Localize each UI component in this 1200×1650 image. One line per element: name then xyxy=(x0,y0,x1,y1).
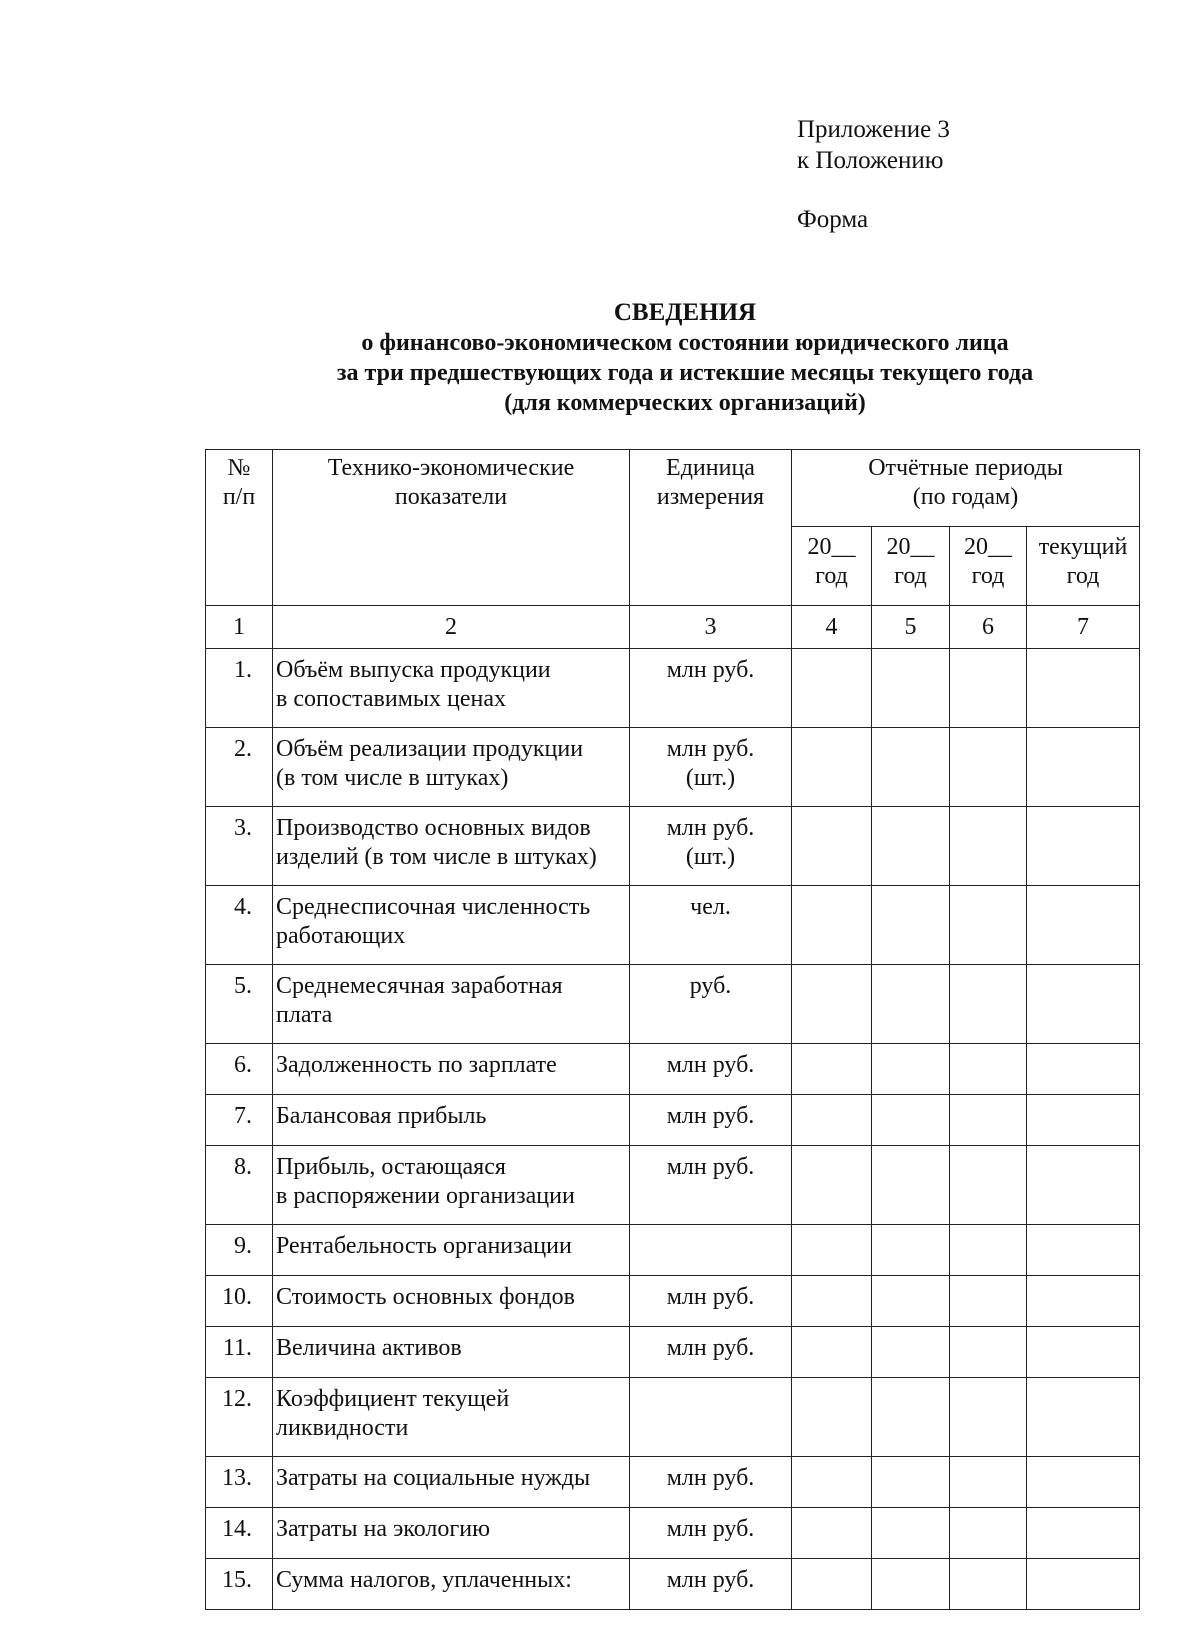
period-value-cell[interactable] xyxy=(792,1378,872,1457)
period-value-cell[interactable] xyxy=(872,1457,950,1508)
header-year-current-label: год xyxy=(1066,563,1100,589)
indicator-name xyxy=(273,1044,630,1095)
period-value-cell[interactable] xyxy=(792,1276,872,1327)
period-value-cell[interactable] xyxy=(950,728,1027,807)
header-indicators-line-2: показатели xyxy=(394,484,508,510)
header-periods-line-2: (по годам) xyxy=(912,484,1019,510)
unit-of-measure xyxy=(630,1225,792,1276)
period-value-cell[interactable] xyxy=(1027,1508,1140,1559)
title-line-3: (для коммерческих организаций) xyxy=(504,390,866,416)
period-value-cell[interactable] xyxy=(872,1378,950,1457)
indicator-name-line1: Объём выпуска продукции xyxy=(276,657,551,683)
indicator-name xyxy=(273,1457,630,1508)
unit-unit1: руб. xyxy=(689,973,732,999)
row-number: 10. xyxy=(206,1276,273,1327)
period-value-cell[interactable] xyxy=(950,1225,1027,1276)
header-year-1-label: год xyxy=(815,563,848,589)
unit-unit1: млн руб. xyxy=(666,1103,755,1129)
title-main: СВЕДЕНИЯ xyxy=(613,299,757,326)
period-value-cell[interactable] xyxy=(1027,1225,1140,1276)
period-value-cell[interactable] xyxy=(872,1559,950,1610)
period-value-cell[interactable] xyxy=(1027,728,1140,807)
indicator-name-line1: Объём реализации продукции xyxy=(276,736,584,762)
row-number: 9. xyxy=(206,1225,273,1276)
column-number: 1 xyxy=(206,606,273,649)
indicator-name-line1: Прибыль, остающаяся xyxy=(276,1154,506,1180)
indicator-name-line1: Коэффициент текущей xyxy=(276,1386,510,1412)
row-number: 5. xyxy=(206,965,273,1044)
indicator-name-line1: Производство основных видов xyxy=(276,815,591,841)
period-value-cell[interactable] xyxy=(1027,1146,1140,1225)
period-value-cell[interactable] xyxy=(872,728,950,807)
indicator-name-line2: (в том числе в штуках) xyxy=(276,765,509,791)
row-number: 11. xyxy=(206,1327,273,1378)
table-row xyxy=(206,1378,1140,1457)
unit-unit1: млн руб. xyxy=(666,1567,755,1593)
column-number: 3 xyxy=(630,606,792,649)
header-indicators xyxy=(273,450,630,606)
unit-of-measure xyxy=(630,886,792,965)
period-value-cell[interactable] xyxy=(792,728,872,807)
period-value-cell[interactable] xyxy=(950,1559,1027,1610)
period-value-cell[interactable] xyxy=(950,1508,1027,1559)
period-value-cell[interactable] xyxy=(872,1327,950,1378)
indicator-name-line1: Задолженность по зарплате xyxy=(276,1052,557,1078)
unit-unit1: млн руб. xyxy=(666,1284,755,1310)
header-year-current xyxy=(1027,527,1140,606)
unit-of-measure xyxy=(630,1095,792,1146)
row-number: 15. xyxy=(206,1559,273,1610)
period-value-cell[interactable] xyxy=(792,1095,872,1146)
period-value-cell[interactable] xyxy=(792,1225,872,1276)
indicator-name xyxy=(273,1146,630,1225)
period-value-cell[interactable] xyxy=(872,1146,950,1225)
period-value-cell[interactable] xyxy=(1027,965,1140,1044)
column-number: 6 xyxy=(950,606,1027,649)
title-line-2: за три предшествующих года и истекшие месяцы текущего года xyxy=(336,360,1034,386)
period-value-cell[interactable] xyxy=(872,1276,950,1327)
row-number: 2. xyxy=(206,728,273,807)
period-value-cell[interactable] xyxy=(1027,1327,1140,1378)
header-periods-line-1: Отчётные периоды xyxy=(868,455,1063,481)
indicator-name xyxy=(273,1225,630,1276)
unit-of-measure xyxy=(630,1378,792,1457)
column-number: 4 xyxy=(792,606,872,649)
period-value-cell[interactable] xyxy=(792,1044,872,1095)
period-value-cell[interactable] xyxy=(792,649,872,728)
appendix-title: Приложение 3 xyxy=(797,116,950,143)
table-row xyxy=(206,1146,1140,1225)
column-numbers-row xyxy=(206,606,1140,649)
period-value-cell[interactable] xyxy=(872,965,950,1044)
header-year-2 xyxy=(872,527,950,606)
table-row xyxy=(206,1327,1140,1378)
period-value-cell[interactable] xyxy=(872,886,950,965)
table-row xyxy=(206,728,1140,807)
unit-unit1: чел. xyxy=(690,894,731,920)
indicator-name-line1: Балансовая прибыль xyxy=(276,1103,487,1129)
indicator-name xyxy=(273,1378,630,1457)
period-value-cell[interactable] xyxy=(1027,1276,1140,1327)
header-year-3-label: год xyxy=(971,563,1005,589)
appendix-block xyxy=(797,114,950,235)
table-row xyxy=(206,649,1140,728)
unit-of-measure xyxy=(630,649,792,728)
period-value-cell[interactable] xyxy=(872,1225,950,1276)
period-value-cell[interactable] xyxy=(950,1378,1027,1457)
row-number: 3. xyxy=(206,807,273,886)
indicator-name xyxy=(273,1327,630,1378)
table-row xyxy=(206,1508,1140,1559)
row-number: 7. xyxy=(206,1095,273,1146)
period-value-cell[interactable] xyxy=(1027,886,1140,965)
indicator-name xyxy=(273,728,630,807)
column-number: 2 xyxy=(273,606,630,649)
header-year-2-label: год xyxy=(894,563,927,589)
period-value-cell[interactable] xyxy=(950,1327,1027,1378)
indicator-name-line1: Затраты на экологию xyxy=(276,1516,490,1542)
period-value-cell[interactable] xyxy=(792,886,872,965)
unit-of-measure xyxy=(630,1276,792,1327)
period-value-cell[interactable] xyxy=(792,1146,872,1225)
table-row xyxy=(206,1457,1140,1508)
header-year-1 xyxy=(792,527,872,606)
document-title xyxy=(240,298,1130,418)
unit-unit1: млн руб. xyxy=(666,657,755,683)
table-row xyxy=(206,1044,1140,1095)
row-number: 6. xyxy=(206,1044,273,1095)
unit-of-measure xyxy=(630,965,792,1044)
row-number: 8. xyxy=(206,1146,273,1225)
period-value-cell[interactable] xyxy=(1027,1378,1140,1457)
period-value-cell[interactable] xyxy=(950,965,1027,1044)
period-value-cell[interactable] xyxy=(950,886,1027,965)
header-year-3 xyxy=(950,527,1027,606)
header-periods xyxy=(792,450,1140,527)
period-value-cell[interactable] xyxy=(792,1327,872,1378)
unit-of-measure xyxy=(630,1559,792,1610)
table-row xyxy=(206,1559,1140,1610)
unit-unit1: млн руб. xyxy=(666,1052,755,1078)
period-value-cell[interactable] xyxy=(1027,1044,1140,1095)
period-value-cell[interactable] xyxy=(872,1095,950,1146)
indicator-name xyxy=(273,649,630,728)
indicator-name xyxy=(273,1276,630,1327)
period-value-cell[interactable] xyxy=(1027,649,1140,728)
table-row xyxy=(206,1276,1140,1327)
indicator-name xyxy=(273,886,630,965)
period-value-cell[interactable] xyxy=(1027,1095,1140,1146)
indicator-name-line1: Величина активов xyxy=(276,1335,462,1361)
indicator-name-line2: ликвидности xyxy=(276,1415,409,1441)
table-row xyxy=(206,807,1140,886)
indicator-name xyxy=(273,1508,630,1559)
period-value-cell[interactable] xyxy=(872,1044,950,1095)
unit-unit1: млн руб. xyxy=(666,736,755,762)
period-value-cell[interactable] xyxy=(872,807,950,886)
header-indicators-line-1: Технико-экономические xyxy=(327,455,575,481)
period-value-cell[interactable] xyxy=(950,1095,1027,1146)
row-number: 12. xyxy=(206,1378,273,1457)
indicator-name-line1: Сумма налогов, уплаченных: xyxy=(276,1567,572,1593)
header-year-current-value: текущий xyxy=(1038,534,1128,560)
header-number xyxy=(206,450,273,606)
form-label: Форма xyxy=(797,206,869,233)
indicator-name xyxy=(273,1559,630,1610)
unit-of-measure xyxy=(630,728,792,807)
period-value-cell[interactable] xyxy=(872,649,950,728)
row-number: 4. xyxy=(206,886,273,965)
period-value-cell[interactable] xyxy=(1027,1457,1140,1508)
indicator-name-line2: работающих xyxy=(276,923,406,949)
period-value-cell[interactable] xyxy=(950,1276,1027,1327)
unit-of-measure xyxy=(630,1457,792,1508)
indicator-name-line1: Затраты на социальные нужды xyxy=(276,1465,591,1491)
period-value-cell[interactable] xyxy=(792,1508,872,1559)
period-value-cell[interactable] xyxy=(950,1457,1027,1508)
indicator-name-line2: в сопоставимых ценах xyxy=(276,686,506,712)
indicator-name-line2: изделий (в том числе в штуках) xyxy=(276,844,597,870)
table-row xyxy=(206,965,1140,1044)
unit-unit2: (шт.) xyxy=(685,765,736,791)
indicator-name-line1: Рентабельность организации xyxy=(276,1233,572,1259)
table-row xyxy=(206,886,1140,965)
unit-of-measure xyxy=(630,1146,792,1225)
indicator-name-line2: плата xyxy=(276,1002,333,1028)
period-value-cell[interactable] xyxy=(950,1044,1027,1095)
period-value-cell[interactable] xyxy=(1027,807,1140,886)
header-unit-line-1: Единица xyxy=(666,455,755,481)
indicator-name-line1: Среднесписочная численность xyxy=(276,894,591,920)
period-value-cell[interactable] xyxy=(792,1457,872,1508)
period-value-cell[interactable] xyxy=(872,1508,950,1559)
unit-unit1: млн руб. xyxy=(666,1465,755,1491)
row-number: 13. xyxy=(206,1457,273,1508)
unit-unit2: (шт.) xyxy=(685,844,736,870)
unit-of-measure xyxy=(630,1044,792,1095)
period-value-cell[interactable] xyxy=(950,1146,1027,1225)
period-value-cell[interactable] xyxy=(1027,1559,1140,1610)
table-row xyxy=(206,1225,1140,1276)
column-number: 7 xyxy=(1027,606,1140,649)
header-unit xyxy=(630,450,792,606)
table-row xyxy=(206,1095,1140,1146)
unit-unit1: млн руб. xyxy=(666,1154,755,1180)
unit-unit1: млн руб. xyxy=(666,1335,755,1361)
indicator-name-line1: Среднемесячная заработная xyxy=(276,973,563,999)
indicator-name-line2: в распоряжении организации xyxy=(276,1183,575,1209)
unit-of-measure xyxy=(630,1327,792,1378)
header-year-1-value: 20__ xyxy=(807,534,856,560)
unit-unit1: млн руб. xyxy=(666,1516,755,1542)
period-value-cell[interactable] xyxy=(792,965,872,1044)
unit-of-measure xyxy=(630,1508,792,1559)
title-line-1: о финансово-экономическом состоянии юридического лица xyxy=(361,330,1009,356)
indicators-table xyxy=(205,449,1140,1610)
header-number-line-1: № xyxy=(227,455,251,481)
period-value-cell[interactable] xyxy=(950,807,1027,886)
header-unit-line-2: измерения xyxy=(656,484,765,510)
row-number: 14. xyxy=(206,1508,273,1559)
period-value-cell[interactable] xyxy=(950,649,1027,728)
period-value-cell[interactable] xyxy=(792,807,872,886)
column-number: 5 xyxy=(872,606,950,649)
indicator-name-line1: Стоимость основных фондов xyxy=(276,1284,575,1310)
header-number-line-2: п/п xyxy=(222,484,256,510)
header-year-3-value: 20__ xyxy=(964,534,1012,560)
row-number: 1. xyxy=(206,649,273,728)
unit-of-measure xyxy=(630,807,792,886)
unit-unit1: млн руб. xyxy=(666,815,755,841)
appendix-reference: к Положению xyxy=(797,147,944,174)
header-year-2-value: 20__ xyxy=(886,534,935,560)
indicator-name xyxy=(273,965,630,1044)
indicator-name xyxy=(273,807,630,886)
period-value-cell[interactable] xyxy=(792,1559,872,1610)
indicator-name xyxy=(273,1095,630,1146)
